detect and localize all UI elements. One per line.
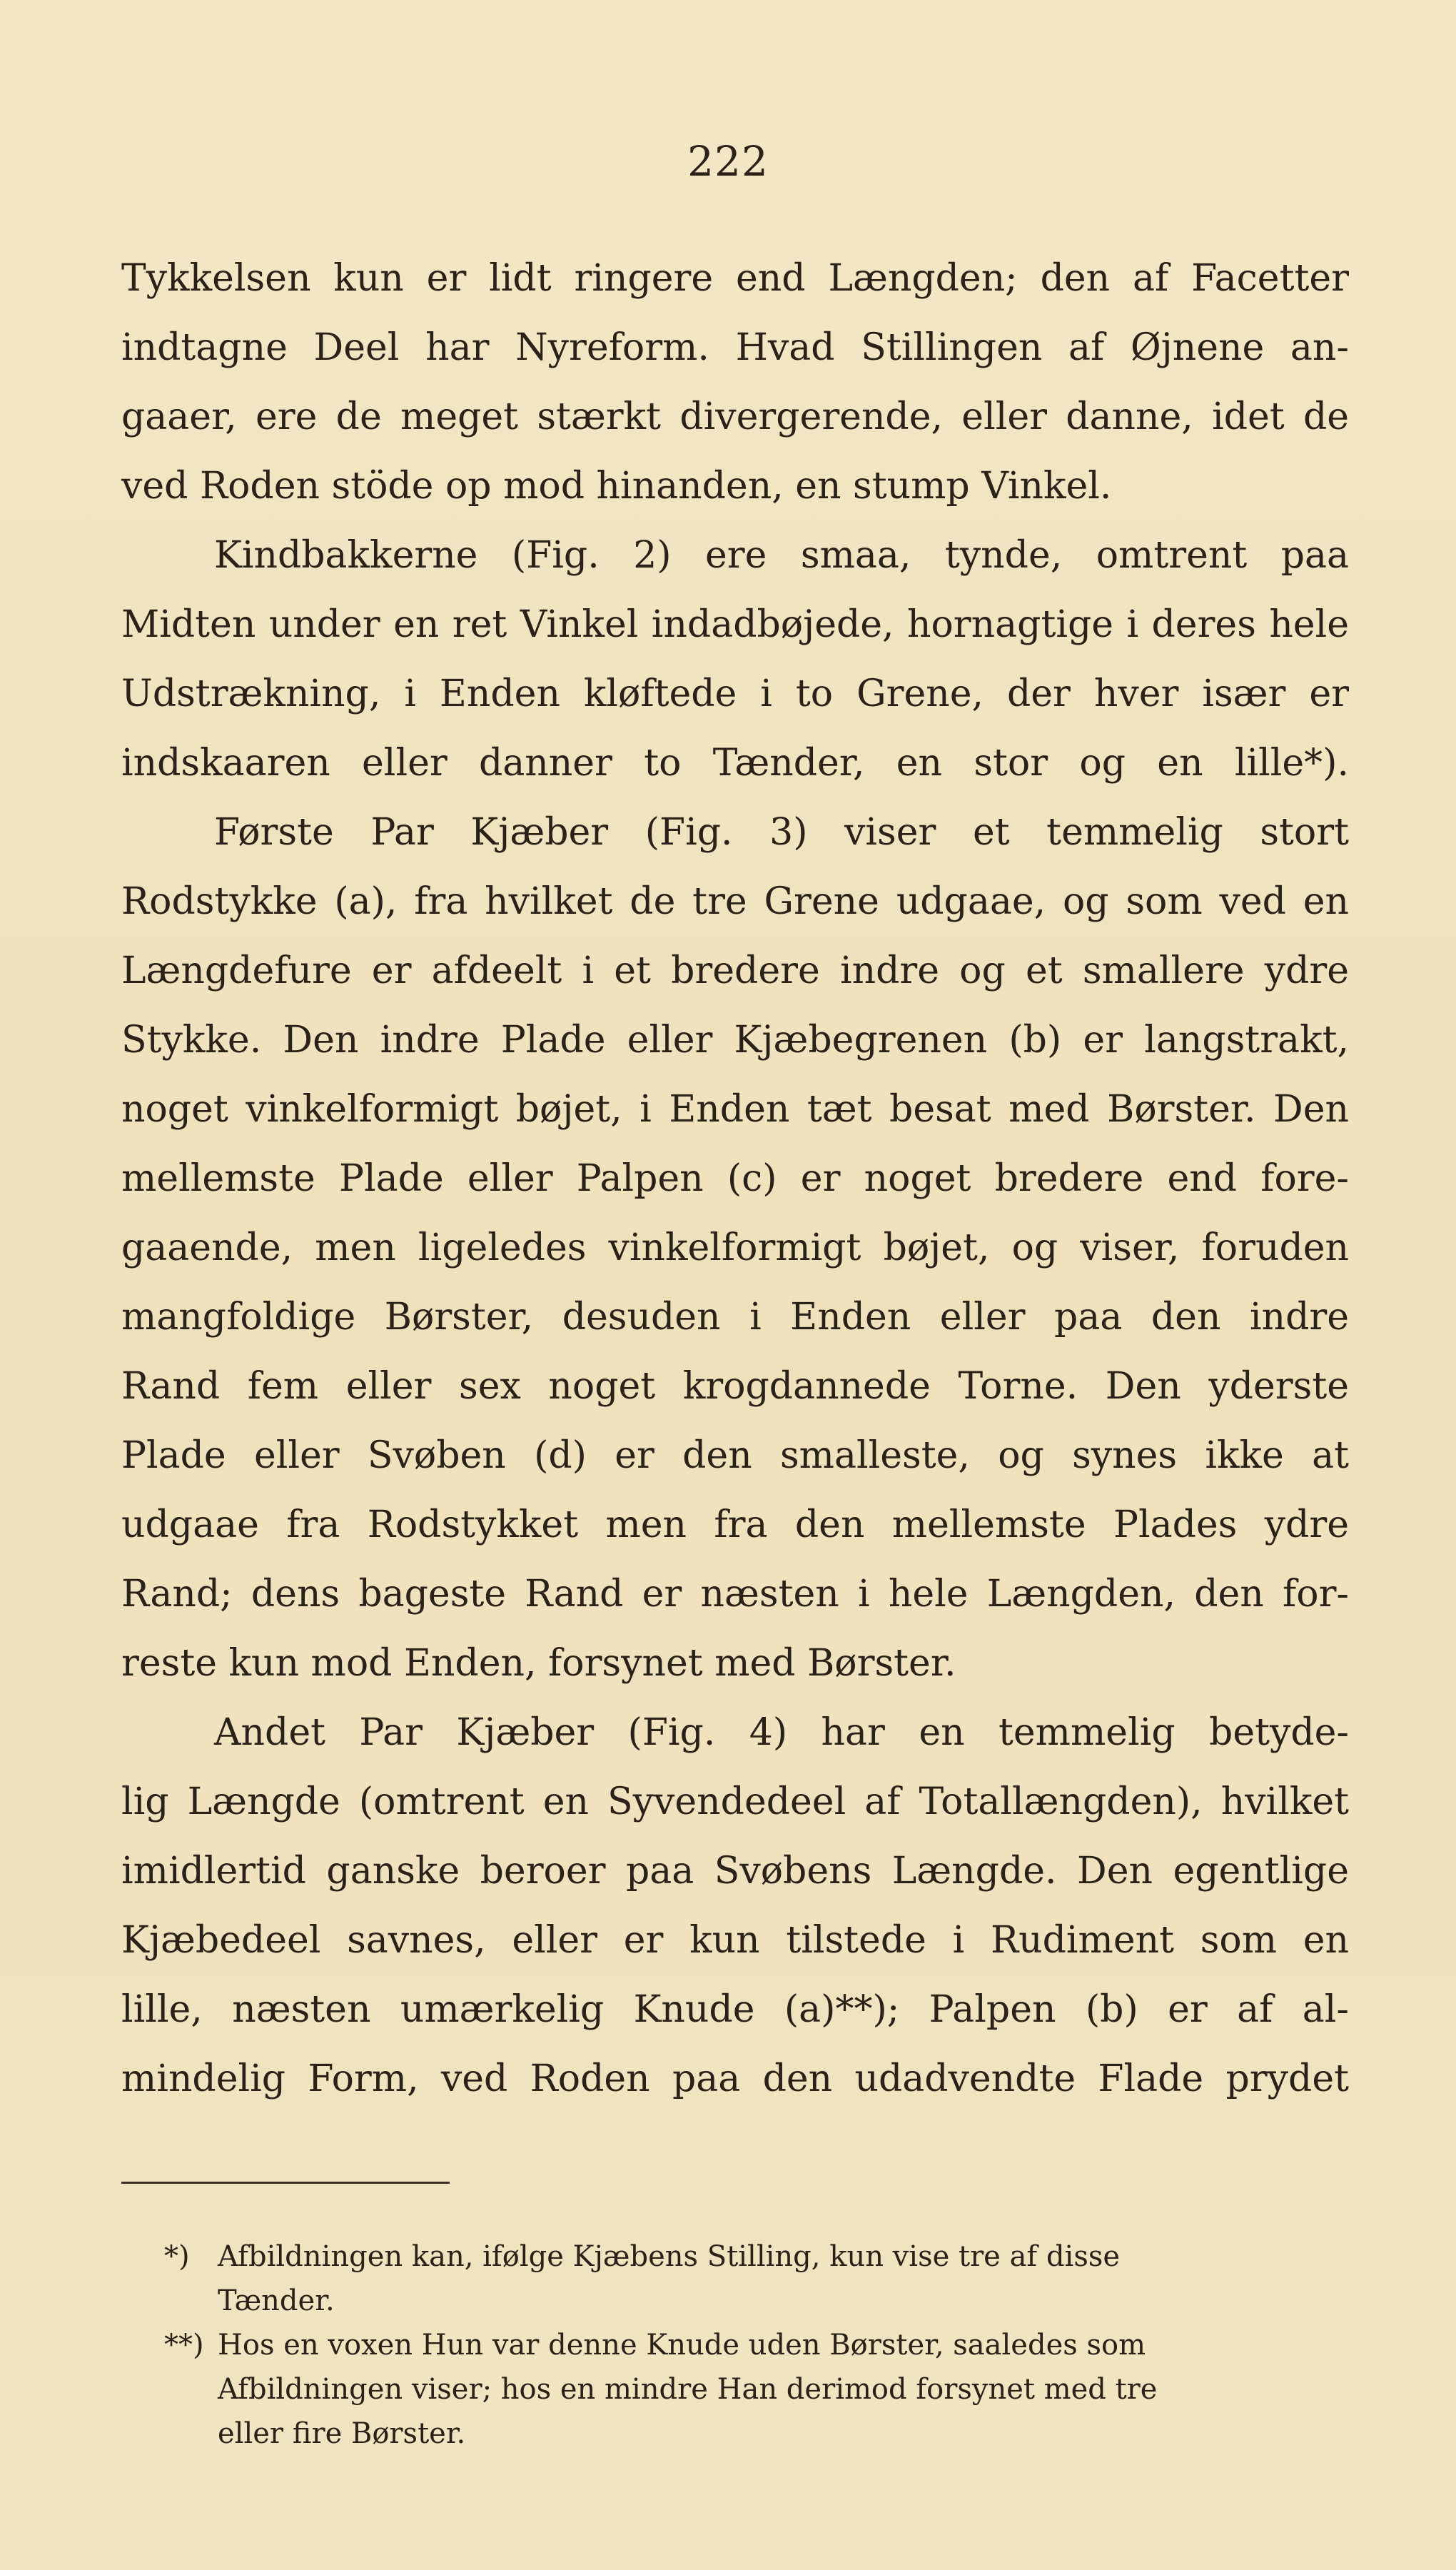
- footnote-line: Afbildningen viser; hos en mindre Han derimod forsynet med tre: [218, 2373, 1158, 2406]
- paragraph-start-line: Andet Par Kjæber (Fig. 4) har en temmelig betyde-: [214, 1711, 1349, 1754]
- text-line: lille, næsten umærkelig Knude (a)**); Palpen (b) er af al-: [121, 1988, 1349, 2031]
- footnote-line: eller fire Børster.: [218, 2417, 466, 2450]
- text-line: lig Længde (omtrent en Syvendedeel af Totallængden), hvilket: [121, 1780, 1349, 1823]
- footnote-line: [164, 2323, 1349, 2367]
- page-number: 222: [687, 137, 769, 186]
- text-line: mellemste Plade eller Palpen (c) er noget bredere end fore-: [121, 1157, 1349, 1200]
- footnotes: [164, 2234, 1349, 2456]
- text-line: udgaae fra Rodstykket men fra den mellemste Plades ydre: [121, 1503, 1349, 1546]
- text-line: noget vinkelformigt bøjet, i Enden tæt besat med Børster. Den: [121, 1088, 1349, 1131]
- text-line: Stykke. Den indre Plade eller Kjæbegrenen (b) er langstrakt,: [121, 1019, 1349, 1062]
- text-line: indtagne Deel har Nyreform. Hvad Stillingen af Øjnene an-: [121, 326, 1349, 369]
- text-line: ved Roden stöde op mod hinanden, en stump Vinkel.: [121, 465, 1112, 508]
- text-line: gaaende, men ligeledes vinkelformigt bøjet, og viser, foruden: [121, 1226, 1349, 1269]
- text-line: Midten under en ret Vinkel indadbøjede, hornagtige i deres hele: [121, 603, 1349, 646]
- footnote-divider: [121, 2182, 450, 2184]
- text-line: Rodstykke (a), fra hvilket de tre Grene udgaae, og som ved en: [121, 880, 1349, 923]
- text-line: mangfoldige Børster, desuden i Enden eller paa den indre: [121, 1296, 1349, 1339]
- text-line: Plade eller Svøben (d) er den smalleste, og synes ikke at: [121, 1434, 1349, 1477]
- text-line: Længdefure er afdeelt i et bredere indre og et smallere ydre: [121, 949, 1349, 992]
- text-line: Rand fem eller sex noget krogdannede Torne. Den yderste: [121, 1365, 1349, 1408]
- text-line: Udstrækning, i Enden kløftede i to Grene, der hver især er: [121, 672, 1349, 715]
- paragraph-start-line: Kindbakkerne (Fig. 2) ere smaa, tynde, omtrent paa: [214, 534, 1349, 577]
- footnote-line: Tænder.: [218, 2284, 335, 2317]
- paragraph-start-line: Første Par Kjæber (Fig. 3) viser et temmelig stort: [214, 811, 1349, 854]
- text-line: imidlertid ganske beroer paa Svøbens Længde. Den egentlige: [121, 1850, 1349, 1893]
- text-line: Rand; dens bageste Rand er næsten i hele Længden, den for-: [121, 1573, 1349, 1616]
- footnote-text: Hos en voxen Hun var denne Knude uden Børster, saaledes som: [218, 2329, 1146, 2362]
- footnote-mark: **): [164, 2329, 204, 2362]
- text-line: reste kun mod Enden, forsynet med Børster.: [121, 1642, 956, 1685]
- text-line: Tykkelsen kun er lidt ringere end Længden; den af Facetter: [121, 257, 1349, 300]
- body-text: [121, 244, 1349, 2114]
- text-line: indskaaren eller danner to Tænder, en stor og en lille*).: [121, 742, 1349, 785]
- text-line: gaaer, ere de meget stærkt divergerende, eller danne, idet de: [121, 395, 1349, 438]
- text-line: Kjæbedeel savnes, eller er kun tilstede i Rudiment som en: [121, 1919, 1349, 1962]
- footnote-text: Afbildningen kan, ifølge Kjæbens Stilling, kun vise tre af disse: [218, 2240, 1121, 2273]
- footnote: [164, 2234, 1349, 2323]
- text-line: mindelig Form, ved Roden paa den udadvendte Flade prydet: [121, 2057, 1349, 2100]
- footnote: [164, 2323, 1349, 2456]
- footnote-mark: *): [164, 2240, 190, 2273]
- footnote-line: [164, 2234, 1349, 2279]
